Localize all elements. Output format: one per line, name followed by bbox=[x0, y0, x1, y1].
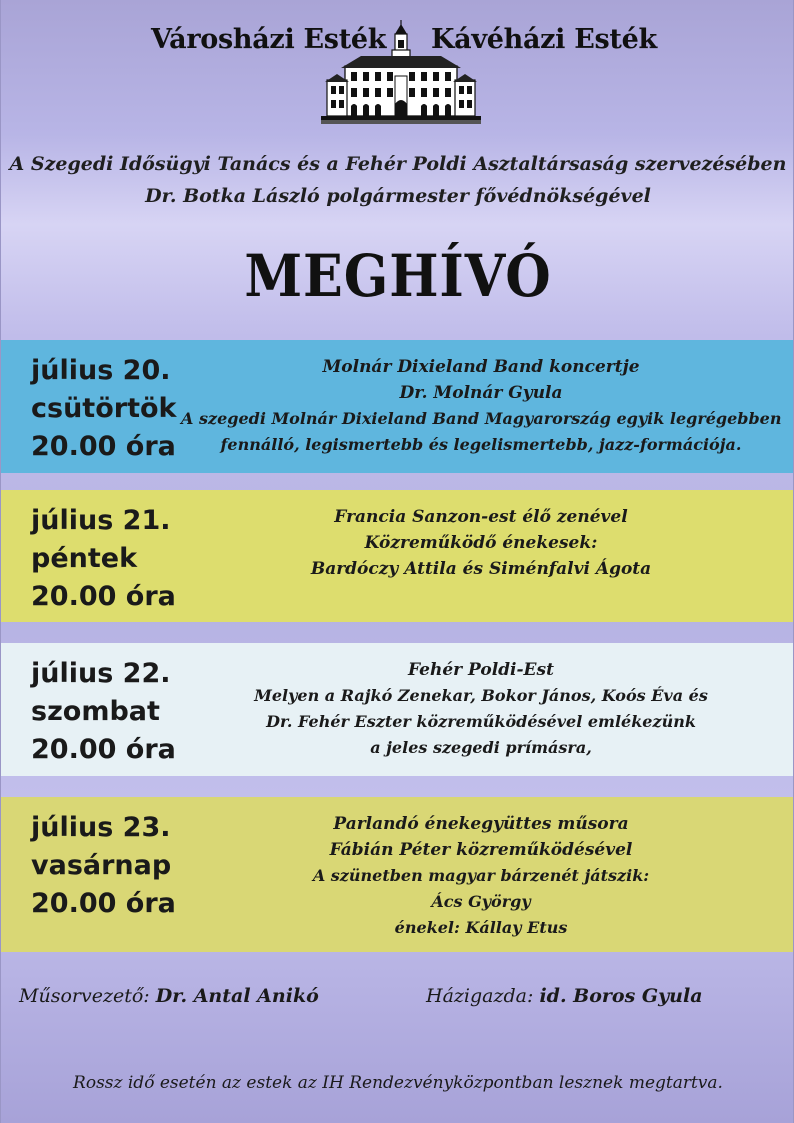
event-detail: A szegedi Molnár Dixieland Band Magyarország egyik legrégebben bbox=[181, 409, 782, 428]
event-time: 20.00 óra bbox=[31, 888, 176, 919]
organizer-line: A Szegedi Idősügyi Tanács és a Fehér Poldi Asztaltársaság szervezésében bbox=[9, 153, 787, 175]
event-description bbox=[181, 657, 781, 761]
event-detail: énekel: Kállay Etus bbox=[394, 918, 568, 937]
event-day: vasárnap bbox=[31, 850, 172, 881]
landlord-label: Házigazda: bbox=[426, 985, 534, 1007]
event-block bbox=[1, 340, 794, 473]
event-date: július 21. bbox=[31, 505, 171, 536]
presenter-label: Műsorvezető: bbox=[19, 985, 150, 1007]
presenter-name: Dr. Antal Anikó bbox=[155, 985, 319, 1007]
event-block bbox=[1, 490, 794, 622]
event-block bbox=[1, 797, 794, 952]
event-title: Francia Sanzon-est élő zenével bbox=[334, 507, 628, 527]
header-right-title: Kávéházi Esték bbox=[431, 24, 657, 55]
event-date: július 23. bbox=[31, 812, 171, 843]
event-description bbox=[181, 504, 781, 582]
event-day: péntek bbox=[31, 543, 138, 574]
event-description bbox=[181, 354, 781, 458]
event-time: 20.00 óra bbox=[31, 734, 176, 765]
event-day: csütörtök bbox=[31, 393, 177, 424]
event-title: Molnár Dixieland Band koncertje bbox=[322, 357, 640, 377]
patron-line: Dr. Botka László polgármester fővédnökségével bbox=[145, 185, 651, 207]
page-title: MEGHÍVÓ bbox=[244, 242, 552, 310]
event-date: július 20. bbox=[31, 355, 171, 386]
event-performer: Dr. Molnár Gyula bbox=[399, 383, 563, 403]
event-time: 20.00 óra bbox=[31, 581, 176, 612]
event-title: Parlandó énekegyüttes műsora bbox=[333, 814, 629, 834]
weather-note: Rossz idő esetén az estek az IH Rendezvényközpontban lesznek megtartva. bbox=[73, 1073, 723, 1093]
event-performer: Bardóczy Attila és Siménfalvi Ágota bbox=[310, 559, 652, 579]
event-detail: Dr. Fehér Eszter közreműködésével emlékezünk bbox=[266, 712, 696, 731]
event-block bbox=[1, 643, 794, 776]
event-detail: A szünetben magyar bárzenét játszik: bbox=[312, 866, 650, 885]
host-landlord bbox=[426, 985, 703, 1007]
event-time: 20.00 óra bbox=[31, 431, 176, 462]
landlord-name: id. Boros Gyula bbox=[539, 985, 703, 1007]
event-date: július 22. bbox=[31, 658, 171, 689]
event-title: Fehér Poldi-Est bbox=[408, 660, 554, 680]
event-detail: fennálló, legismertebb és legelismertebb, jazz-formációja. bbox=[220, 435, 742, 454]
event-detail: a jeles szegedi prímásra, bbox=[370, 738, 592, 757]
city-hall-building-icon bbox=[321, 20, 481, 132]
event-detail: Közreműködő énekesek: bbox=[364, 533, 598, 553]
event-detail: Ács György bbox=[431, 892, 531, 911]
event-performer: Fábián Péter közreműködésével bbox=[329, 840, 633, 860]
header-left-title: Városházi Esték bbox=[151, 24, 387, 55]
host-presenter bbox=[19, 985, 319, 1007]
hosts-line bbox=[1, 985, 794, 1015]
event-description bbox=[181, 811, 781, 941]
event-day: szombat bbox=[31, 696, 160, 727]
event-detail: Melyen a Rajkó Zenekar, Bokor János, Koós Éva és bbox=[254, 686, 708, 705]
